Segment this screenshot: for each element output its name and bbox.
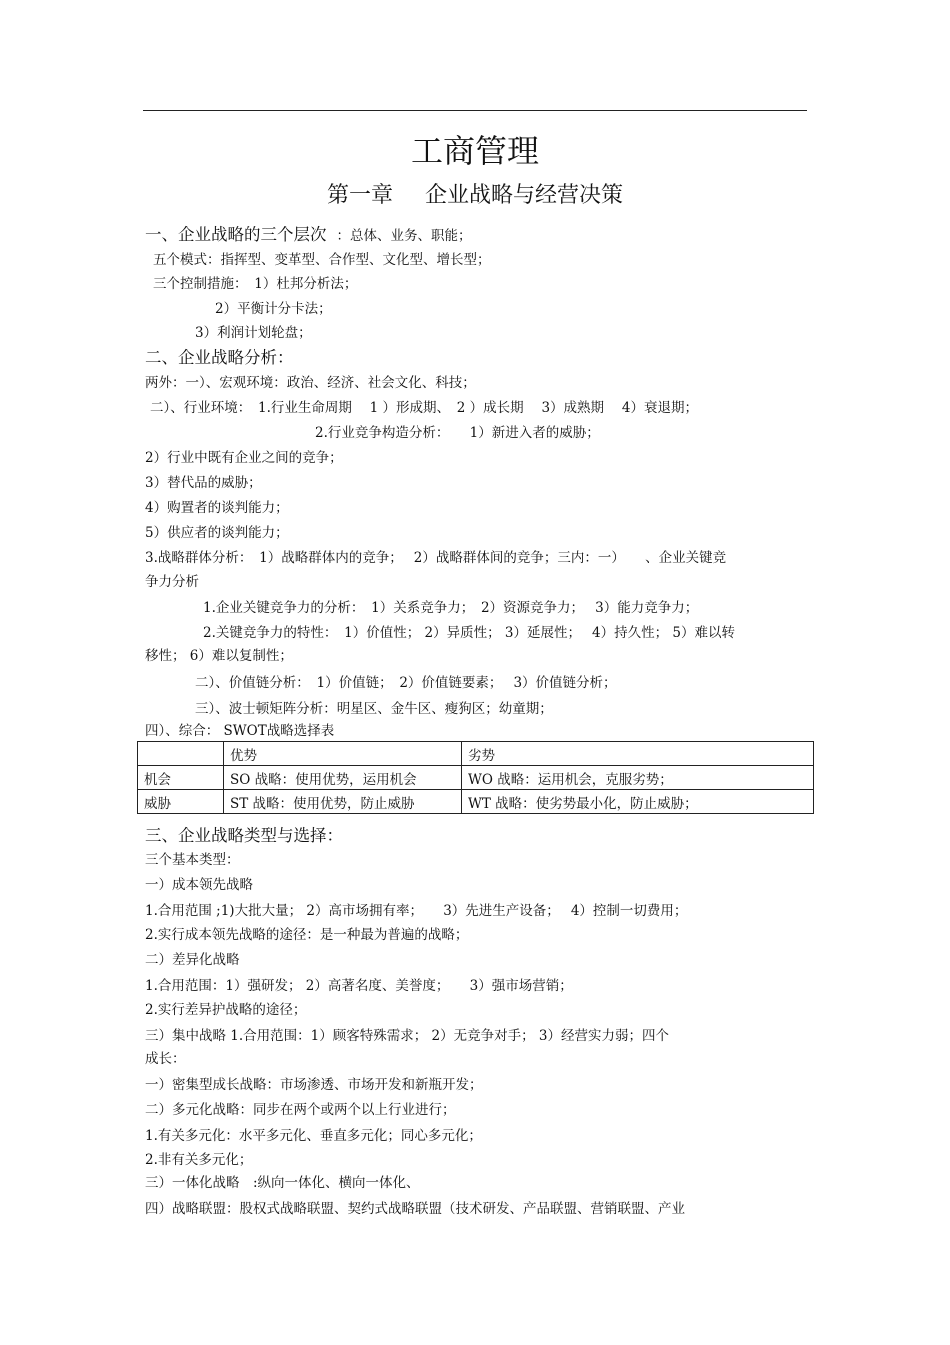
text-line: 二）、价值链分析： 1）价值链； 2）价值链要素； 3）价值链分析； — [195, 675, 617, 691]
chapter-number: 第一章 — [326, 183, 393, 208]
table-cell: ST 战略：使用优势，防止威胁 — [224, 790, 462, 814]
table-row — [138, 790, 814, 814]
text-line: 5）供应者的谈判能力； — [145, 525, 289, 541]
text-line: 2.实行差异护战略的途径； — [145, 1002, 307, 1018]
text-line: 4）购置者的谈判能力； — [145, 500, 289, 516]
text-line: 三个基本类型： — [145, 852, 240, 868]
text-line: 二）、行业环境： 1.行业生命周期 1 ）形成期、 2 ）成长期 3）成熟期 4）衰退期； — [150, 400, 698, 416]
text-line: 五个模式：指挥型、变革型、合作型、文化型、增长型； — [153, 252, 491, 268]
section-2-heading: 二、企业战略分析： — [145, 348, 294, 367]
text-line: 3）利润计划轮盘； — [195, 325, 312, 341]
text-line: 一）成本领先战略 — [145, 877, 253, 893]
text-line: 2.实行成本领先战略的途径：是一种最为普遍的战略； — [145, 927, 469, 943]
text-line: 1.合用范围：1）强研发； 2）高著名度、美誉度； 3）强市场营销； — [145, 978, 573, 994]
text-line: 1.合用范围 ;1)大批大量； 2）高市场拥有率； 3）先进生产设备； 4）控制一切费用； — [145, 903, 688, 919]
table-cell: 优势 — [224, 742, 462, 766]
table-cell: WT 战略：使劣势最小化，防止威胁； — [462, 790, 814, 814]
chapter-name: 企业战略与经营决策 — [425, 183, 624, 208]
table-cell: 威胁 — [138, 790, 224, 814]
table-row — [138, 766, 814, 790]
section-1-heading-tail: ：总体、业务、职能； — [336, 228, 472, 244]
text-line: 三）集中战略 1.合用范围：1）顾客特殊需求； 2）无竞争对手； 3）经营实力弱；四个 — [145, 1028, 670, 1044]
text-line: 成长： — [145, 1051, 186, 1067]
chapter-heading — [0, 178, 950, 209]
section-1-title: 一、企业战略的三个层次 — [145, 225, 327, 244]
text-line: 三）一体化战略 :纵向一体化、横向一体化、 — [145, 1175, 420, 1191]
text-line: 1.企业关键竞争力的分析： 1）关系竞争力； 2）资源竞争力； 3）能力竞争力； — [203, 600, 699, 616]
text-line: 2.非有关多元化； — [145, 1152, 253, 1168]
text-line: 3.战略群体分析： 1）战略群体内的竞争； 2）战略群体间的竞争；三内：一） 、企业关键竞 — [145, 550, 727, 566]
header-rule — [143, 110, 807, 111]
document-title: 工商管理 — [410, 132, 539, 170]
text-line: 一）密集型成长战略：市场渗透、市场开发和新瓶开发； — [145, 1077, 483, 1093]
table-cell — [138, 742, 224, 766]
table-cell: 劣势 — [462, 742, 814, 766]
text-line: 四）战略联盟：股权式战略联盟、契约式战略联盟（技术研发、产品联盟、营销联盟、产业 — [145, 1201, 685, 1217]
swot-table — [137, 741, 814, 814]
text-line: 两外：一）、宏观环境：政治、经济、社会文化、科技； — [145, 375, 476, 391]
section-1-heading — [145, 221, 472, 245]
text-line: 二）多元化战略：同步在两个或两个以上行业进行； — [145, 1102, 456, 1118]
text-line: 2）行业中既有企业之间的竞争； — [145, 450, 343, 466]
text-line: 移性； 6）难以复制性； — [145, 648, 293, 664]
text-line: 三）、波士顿矩阵分析：明星区、金牛区、瘦狗区；幼童期； — [195, 701, 553, 717]
text-line: 3）替代品的威胁； — [145, 475, 262, 491]
text-line: 二）差异化战略 — [145, 952, 240, 968]
text-line: 三个控制措施： 1）杜邦分析法； — [153, 276, 358, 292]
text-line: 1.有关多元化：水平多元化、垂直多元化；同心多元化； — [145, 1128, 482, 1144]
text-line: 2）平衡计分卡法； — [215, 301, 332, 317]
text-line: 争力分析 — [145, 574, 199, 590]
text-line: 2.行业竞争构造分析： 1）新进入者的威胁； — [315, 425, 600, 441]
table-cell: 机会 — [138, 766, 224, 790]
table-header-row — [138, 742, 814, 766]
section-3-heading: 三、企业战略类型与选择： — [145, 826, 343, 845]
text-line: 四）、综合： SWOT战略选择表 — [145, 723, 335, 739]
text-line: 2.关键竞争力的特性： 1）价值性； 2）异质性； 3）延展性； 4）持久性； 5）难以转 — [203, 625, 735, 641]
table-cell: WO 战略：运用机会，克服劣势； — [462, 766, 814, 790]
table-cell: SO 战略：使用优势，运用机会 — [224, 766, 462, 790]
